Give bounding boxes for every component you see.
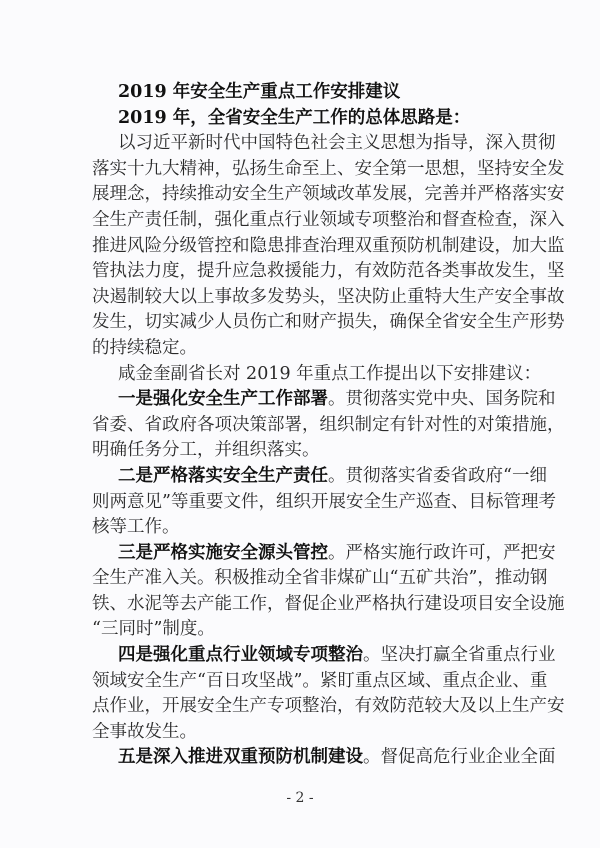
line-text: 点作业，开展安全生产专项整治，有效防范较大及以上生产安 (92, 696, 565, 717)
text-line (92, 310, 565, 336)
text-line (92, 566, 548, 592)
text-line (92, 106, 528, 132)
line-text: 全生产准入关。积极推动全省非煤矿山“五矿共治”，推动钢 (92, 568, 548, 589)
text-line (92, 643, 556, 669)
line-text: 领域安全生产“百日攻坚战”。紧盯重点区域、重点企业、重 (92, 670, 548, 691)
line-text: 。督促高危行业企业全面 (363, 747, 556, 768)
text-line (92, 592, 565, 618)
document-title (92, 80, 528, 106)
text-line (92, 438, 528, 464)
text-line (92, 362, 542, 388)
text-line (92, 669, 548, 695)
line-text: 全事故发生。 (92, 721, 197, 742)
text-line (92, 490, 556, 516)
text-line (92, 413, 565, 439)
text-line (92, 745, 556, 771)
line-text: 。贯彻落实党中央、国务院和 (328, 389, 556, 410)
line-text: 决遏制较大以上事故多发势头，坚决防止重特大生产安全事故 (92, 286, 565, 307)
line-text: 核等工作。 (92, 517, 180, 538)
line-text: 发生，切实减少人员伤亡和财产损失，确保全省安全生产形势 (92, 312, 565, 333)
line-text: 全生产责任制，强化重点行业领域专项整治和督查检查，深入 (92, 209, 565, 230)
bold-heading: 2019 年，全省安全生产工作的总体思路是： (118, 107, 471, 128)
line-text: 管执法力度，提升应急救援能力，有效防范各类事故发生，坚 (92, 261, 565, 282)
line-text: 推进风险分级管控和隐患排查治理双重预防机制建设，加大监 (92, 235, 565, 256)
bold-heading: 一是强化安全生产工作部署 (118, 389, 328, 410)
bold-heading: 二是严格落实安全生产责任 (118, 465, 328, 486)
line-text: 2019 年安全生产重点工作安排建议 (118, 82, 401, 102)
text-line (92, 157, 565, 183)
text-line (92, 694, 565, 720)
text-line (92, 541, 556, 567)
text-line (92, 617, 528, 643)
line-text: 则两意见”等重要文件，组织开展安全生产巡查、目标管理考 (92, 491, 556, 512)
bold-heading: 五是深入推进双重预防机制建设 (118, 747, 363, 768)
line-text: 咸金奎副省长对 2019 年重点工作提出以下安排建议： (118, 363, 542, 384)
line-text: 。严格实施行政许可，严把安 (328, 542, 556, 563)
page-number: - 2 - (286, 790, 314, 806)
bold-heading: 四是强化重点行业领域专项整治 (118, 645, 363, 666)
line-text: 铁、水泥等去产能工作，督促企业严格执行建设项目安全设施 (92, 593, 565, 614)
text-line (92, 387, 556, 413)
text-line (92, 208, 565, 234)
text-line (92, 234, 565, 260)
text-line (92, 259, 565, 285)
line-text: 明确任务分工，并组织落实。 (92, 440, 320, 461)
text-line (92, 336, 528, 362)
line-text: “三同时”制度。 (92, 619, 215, 640)
text-line (92, 720, 528, 746)
text-line (92, 131, 556, 157)
text-line (92, 515, 528, 541)
document-body (92, 80, 565, 771)
text-line (92, 464, 547, 490)
text-line (92, 285, 565, 311)
line-text: 省委、省政府各项决策部署，组织制定有针对性的对策措施， (92, 414, 565, 435)
line-text: 。贯彻落实省委省政府“一细 (328, 465, 547, 486)
line-text: 。坚决打赢全省重点行业 (363, 645, 556, 666)
bold-heading: 三是严格实施安全源头管控 (118, 542, 328, 563)
line-text: 的持续稳定。 (92, 337, 197, 358)
line-text: 落实十九大精神，弘扬生命至上、安全第一思想，坚持安全发 (92, 158, 565, 179)
line-text: 以习近平新时代中国特色社会主义思想为指导，深入贯彻 (118, 133, 556, 154)
line-text: 展理念，持续推动安全生产领域改革发展，完善并严格落实安 (92, 184, 565, 205)
text-line (92, 182, 565, 208)
